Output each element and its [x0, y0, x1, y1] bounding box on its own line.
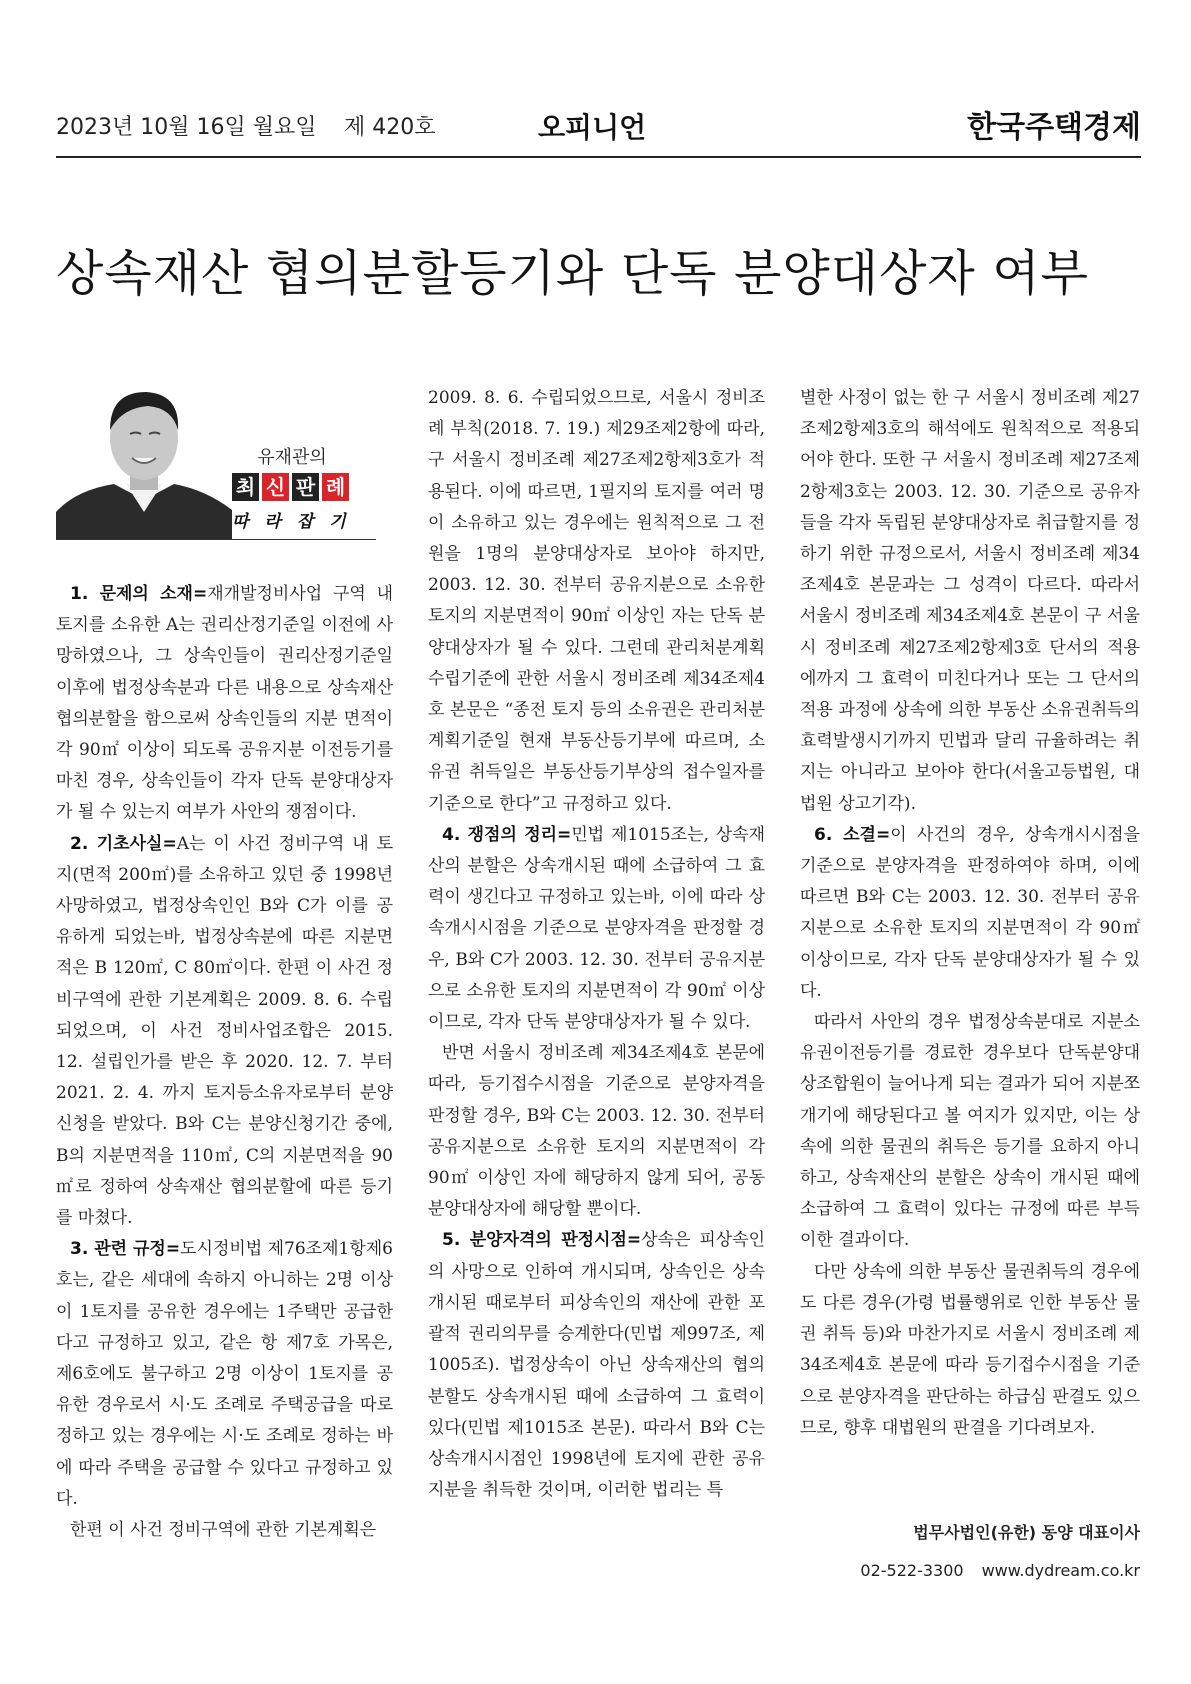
- newspaper-name: 한국주택경제: [967, 110, 1141, 145]
- contact-phone: 02-522-3300: [860, 1561, 964, 1580]
- badge-char: 신: [262, 473, 289, 501]
- paragraph-lead: 3. 관련 규정=: [70, 1239, 181, 1260]
- paragraph: [428, 820, 765, 1038]
- paragraph: [428, 1038, 765, 1225]
- badge-char: 판: [292, 473, 319, 501]
- paragraph-text: 민법 제1015조는, 상속재산의 분할은 상속개시된 때에 소급하여 그 효력이 생긴다고 규정하고 있는바, 이에 따라 상속개시시점을 기준으로 분양자격을 판정할 경우, B와 C가 2003. 12. 30. 전부터 공유지분으로 소유한 토지의 지분면적이 각 90㎡ 이상이므로, 각자 단독 분양대상자가 될 수 있다.: [428, 824, 765, 1033]
- column-author: 유재관의: [257, 447, 327, 468]
- column-box-divider: [56, 539, 376, 540]
- author-signature: [800, 1518, 1140, 1586]
- paragraph-text: 2009. 8. 6. 수립되었으므로, 서울시 정비조례 부칙(2018. 7. 19.) 제29조제2항에 따라, 구 서울시 정비조례 제27조제2항제3호가 적용된다. 이에 따르면, 1필지의 토지를 여러 명이 소유하고 있는 경우에는 원칙적으로 그 전원을 1명의 분양대상자로 보아야 하지만, 2003. 12. 30. 전부터 공유지분으로 소유한 토지의 지분면적이 90㎡ 이상인 자는 단독 분양대상자가 될 수 있다. 그런데 관리처분계획 수립기준에 관한 서울시 정비조례 제34조제4호 본문은 “종전 토지 등의 소유권은 관리처분계획기준일 현재 부동산등기부에 따르며, 소유권 취득일은 부동산등기부상의 접수일자를 기준으로 한다”고 규정하고 있다.: [428, 388, 765, 814]
- paragraph: [56, 829, 393, 1235]
- paragraph: [56, 1234, 393, 1515]
- article-column-2: [428, 383, 765, 1506]
- paragraph-text: 이 사건의 경우, 상속개시시점을 기준으로 분양자격을 판정하여야 하며, 이에 따르면 B와 C는 2003. 12. 30. 전부터 공유지분으로 소유한 토지의 지분면적이 각 90㎡ 이상이므로, 각자 단독 분양대상자가 될 수 있다.: [800, 824, 1140, 1001]
- column-title-badge: [232, 473, 362, 501]
- article-column-1: [56, 579, 393, 1546]
- page-header: [56, 100, 1141, 156]
- paragraph-text: 도시정비법 제76조제1항제6호는, 같은 세대에 속하지 아니하는 2명 이상이 1토지를 공유한 경우에는 1주택만 공급한다고 규정하고 있고, 같은 항 제7호 가목은, 제6호에도 불구하고 2명 이상이 1토지를 공유한 경우로서 시·도 조례로 주택공급을 따로 정하고 있는 경우에는 시·도 조례로 정하는 바에 따라 주택을 공급할 수 있다고 규정하고 있다.: [56, 1239, 393, 1509]
- author-contact: [800, 1556, 1140, 1586]
- paragraph-lead: 4. 쟁점의 정리=: [442, 824, 572, 845]
- author-portrait: [56, 372, 232, 540]
- paragraph-lead: 5. 분양자격의 판정시점=: [442, 1230, 642, 1251]
- paragraph-lead: 6. 소결=: [814, 824, 891, 845]
- paragraph: [56, 579, 393, 829]
- paragraph-text: 다만 상속에 의한 부동산 물권취득의 경우에도 다른 경우(가령 법률행위로 인한 부동산 물권 취득 등)와 마찬가지로 서울시 정비조례 제34조제4호 본문에 따라 등기접수시점을 기준으로 분양자격을 판단하는 하급심 판결도 있으므로, 향후 대법원의 판결을 기다려보자.: [800, 1261, 1140, 1438]
- paragraph-text: 상속은 피상속인의 사망으로 인하여 개시되며, 상속인은 상속개시된 때로부터 피상속인의 재산에 관한 포괄적 권리의무를 승계한다(민법 제997조, 제1005조). 법정상속이 아닌 상속재산의 협의분할도 상속개시된 때에 소급하여 그 효력이 있다(민법 제1015조 본문). 따라서 B와 C는 상속개시시점인 1998년에 토지에 관한 공유지분을 취득한 것이며, 이러한 법리는 특: [428, 1230, 766, 1501]
- paragraph-text: 한편 이 사건 정비구역에 관한 기본계획은: [70, 1520, 377, 1541]
- paragraph-lead: 1. 문제의 소재=: [70, 584, 208, 604]
- paragraph: [428, 383, 765, 820]
- badge-char: 최: [232, 473, 259, 501]
- section-name: 오피니언: [538, 111, 647, 144]
- paragraph-lead: 2. 기초사실=: [70, 833, 177, 854]
- column-label: [232, 443, 362, 532]
- paragraph-text: 따라서 사안의 경우 법정상속분대로 지분소유권이전등기를 경료한 경우보다 단독분양대상조합원이 늘어나게 되는 결과가 되어 지분쪼개기에 해당된다고 볼 여지가 있지만, 이는 상속에 의한 물권의 취득은 등기를 요하지 아니하고, 상속재산의 분할은 상속이 개시된 때에 소급하여 그 효력이 있다는 규정에 따른 부득이한 결과이다.: [800, 1012, 1140, 1251]
- paragraph-text: A는 이 사건 정비구역 내 토지(면적 200㎡)를 소유하고 있던 중 1998년 사망하였고, 법정상속인인 B와 C가 이를 공유하게 되었는바, 법정상속분에 따른 지분면적은 B 120㎡, C 80㎡이다. 한편 이 사건 정비구역에 관한 기본계획은 2009. 8. 6. 수립되었으며, 이 사건 정비사업조합은 2015. 12. 설립인가를 받은 후 2020. 12. 7. 부터 2021. 2. 4. 까지 토지등소유자로부터 분양신청을 받았다. B와 C는 분양신청기간 중에, B의 지분면적을 110㎡, C의 지분면적을 90㎡로 정하여 상속재산 협의분할에 따른 등기를 마쳤다.: [56, 833, 394, 1229]
- paragraph: [800, 1257, 1140, 1444]
- paragraph-text: 재개발정비사업 구역 내 토지를 소유한 A는 권리산정기준일 이전에 사망하였으나, 그 상속인들이 권리산정기준일 이후에 법정상속분과 다른 내용으로 상속재산 협의분할을 함으로써 상속인들의 지분 면적이 각 90㎡ 이상이 되도록 공유지분 이전등기를 마친 경우, 상속인들이 각자 단독 분양대상자가 될 수 있는지 여부가 사안의 쟁점이다.: [56, 584, 394, 823]
- paragraph-text: 반면 서울시 정비조례 제34조제4호 본문에 따라, 등기접수시점을 기준으로 분양자격을 판정할 경우, B와 C는 2003. 12. 30. 전부터 공유지분으로 소유한 토지의 지분면적이 각 90㎡ 이상인 자에 해당하지 않게 되어, 공동 분양대상자에 해당할 뿐이다.: [428, 1043, 765, 1220]
- paragraph: [800, 383, 1140, 820]
- paragraph-text: 별한 사정이 없는 한 구 서울시 정비조례 제27조제2항제3호의 해석에도 원칙적으로 적용되어야 한다. 또한 구 서울시 정비조례 제27조제2항제3호는 2003. 12. 30. 기준으로 공유자들을 각자 독립된 분양대상자로 취급할지를 정하기 위한 규정으로서, 서울시 정비조례 제34조제4호 본문과는 그 성격이 다르다. 따라서 서울시 정비조례 제34조제4호 본문이 구 서울시 정비조례 제27조제2항제3호 단서의 적용에까지 그 효력이 미친다거나 또는 그 단서의 적용 과정에 상속에 의한 부동산 소유권취득의 효력발생시기까지 민법과 달리 규율하려는 취지는 아니라고 보아야 한다(서울고등법원, 대법원 상고기각).: [800, 388, 1140, 814]
- paragraph: [428, 1225, 765, 1506]
- badge-char: 례: [322, 473, 349, 501]
- article-column-3: [800, 383, 1140, 1444]
- issue-date: 2023년 10월 16일 월요일: [56, 115, 317, 140]
- author-affiliation: 법무사법인(유한) 동양 대표이사: [913, 1523, 1140, 1542]
- paragraph: [800, 820, 1140, 1007]
- article-headline: 상속재산 협의분할등기와 단독 분양대상자 여부: [56, 245, 1089, 302]
- contact-website: www.dydream.co.kr: [981, 1561, 1140, 1580]
- issue-number: 제 420호: [344, 115, 436, 140]
- column-subtitle: 따라잡기: [232, 512, 362, 532]
- column-box: [56, 372, 376, 540]
- paragraph: [56, 1515, 393, 1546]
- paragraph: [800, 1007, 1140, 1257]
- header-divider: [56, 156, 1141, 158]
